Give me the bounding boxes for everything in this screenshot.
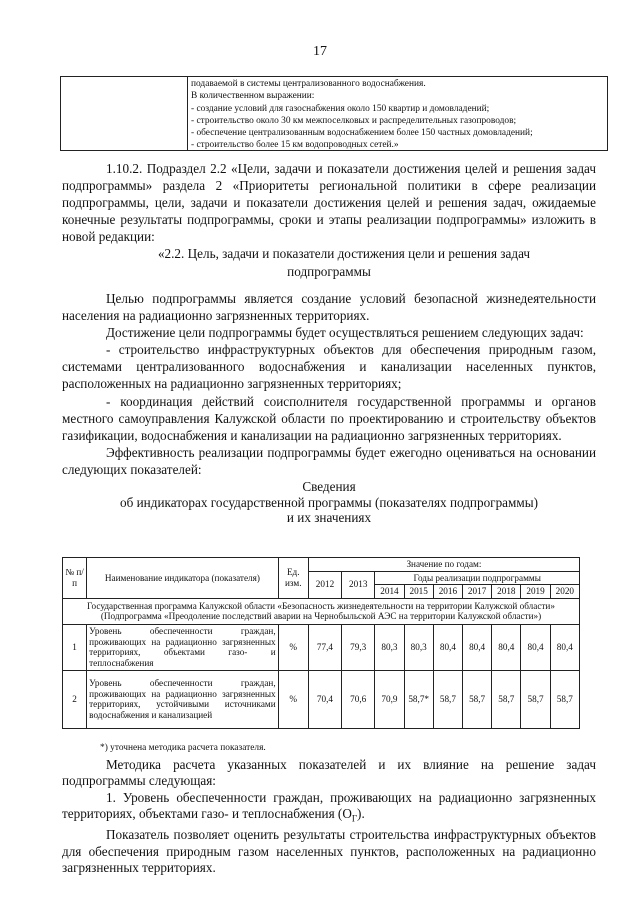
row-value: 70,9 — [375, 670, 404, 728]
row-unit: % — [278, 624, 308, 670]
row-num: 1 — [63, 624, 87, 670]
row-num: 2 — [63, 670, 87, 728]
row-value: 70,6 — [342, 670, 375, 728]
continuation-table-cell — [60, 76, 608, 151]
top-box-line: В количественном выражении: — [191, 91, 315, 102]
table-title-3: и их значениях — [286, 510, 372, 526]
row-value: 80,3 — [375, 624, 404, 670]
top-box-line: - строительство более 15 км водопроводных сетей.» — [191, 140, 399, 151]
row-value: 77,4 — [308, 624, 341, 670]
table-row — [63, 624, 580, 670]
header-years-impl: Годы реализации подпрограммы — [375, 571, 580, 585]
header-num: № п/п — [63, 558, 87, 599]
indicator-1-text: 1. Уровень обеспеченности граждан, проживающих на радиационно загрязненных территориях, объектами газо- и теплоснабжения (О — [62, 789, 596, 822]
table-title-2: об индикаторах государственной программы (показателях подпрограммы) — [120, 495, 538, 511]
task-2: - координация действий соисполнителя государственной программы и органов местного самоуправления Калужской области по проектированию и строительству объектов газификации, водоснабжения и канализации на радиационно загрязненных территориях. — [62, 393, 596, 443]
row-value: 80,3 — [404, 624, 433, 670]
row-value: 58,7 — [463, 670, 492, 728]
row-value: 58,7 — [433, 670, 462, 728]
row-name: Уровень обеспеченности граждан, проживающих на радиационно загрязненных территориях, объектами газо- и теплоснабжения — [87, 624, 278, 670]
program-row: Государственная программа Калужской области «Безопасность жизнедеятельности на территории Калужской области» (Подпрограмма «Преодоление последствий аварии на Чернобыльской АЭС на территории Калужской области») — [63, 598, 580, 624]
table-divider — [187, 77, 188, 150]
page-number: 17 — [313, 44, 327, 59]
top-box-text — [191, 78, 603, 152]
row-value: 58,7 — [521, 670, 550, 728]
indicators-table — [62, 557, 580, 729]
goals-section — [62, 290, 596, 525]
top-box-line: - создание условий для газоснабжения около 150 квартир и домовладений; — [191, 103, 490, 114]
header-year: 2016 — [433, 585, 462, 599]
indicator-1-description: Показатель позволяет оценить результаты строительства инфраструктурных объектов для обеспечения природным газом населенных пунктов, расположенных на радиационно загрязненных территориях. — [62, 827, 596, 876]
header-values: Значение по годам: — [308, 558, 579, 572]
para-1-10-2: 1.10.2. Подраздел 2.2 «Цели, задачи и показатели достижения целей и решения задач подпрограммы» раздела 2 «Приоритеты региональной политики в сфере реализации подпрограммы, цели, задачи и показатели достижения целей и решения задач, ожидаемые конечные результаты подпрограммы, сроки и этапы реализации подпрограммы» изложить в новой редакции: — [62, 161, 596, 245]
section-title-line-2: подпрограммы — [287, 263, 371, 279]
header-year: 2012 — [308, 571, 341, 598]
header-name: Наименование индикатора (показателя) — [87, 558, 278, 599]
header-year: 2019 — [521, 585, 550, 599]
row-unit: % — [278, 670, 308, 728]
header-unit: Ед. изм. — [278, 558, 308, 599]
header-year: 2018 — [492, 585, 521, 599]
methodology-section — [62, 757, 596, 876]
top-box-line: подаваемой в системы централизованного водоснабжения. — [191, 79, 426, 89]
table-title-1: Сведения — [302, 479, 356, 495]
method-paragraph: Методика расчета указанных показателей и их влияние на решение задач подпрограммы следующая: — [62, 757, 596, 789]
top-box-line: - строительство около 30 км межпоселковых и распределительных газопроводов; — [191, 115, 517, 126]
indicator-1-end: ). — [357, 806, 365, 822]
header-year: 2020 — [550, 585, 579, 599]
efficiency-paragraph: Эффективность реализации подпрограммы будет ежегодно оцениваться на основании следующих показателей: — [62, 444, 596, 477]
row-value: 58,7* — [404, 670, 433, 728]
row-value: 58,7 — [492, 670, 521, 728]
row-value: 80,4 — [433, 624, 462, 670]
header-year: 2014 — [375, 585, 404, 599]
row-value: 79,3 — [342, 624, 375, 670]
header-year: 2015 — [404, 585, 433, 599]
row-value: 80,4 — [521, 624, 550, 670]
header-year: 2017 — [463, 585, 492, 599]
row-name: Уровень обеспеченности граждан, проживающих на радиационно загрязненных территориях, устойчивыми источниками водоснабжения и канализацией — [87, 670, 278, 728]
row-value: 70,4 — [308, 670, 341, 728]
amendment-paragraph — [62, 160, 596, 280]
header-year: 2013 — [342, 571, 375, 598]
row-value: 80,4 — [550, 624, 579, 670]
row-value: 58,7 — [550, 670, 579, 728]
indicator-1-subscript: Г — [351, 813, 358, 824]
goal-paragraph: Целью подпрограммы является создание условий безопасной жизнедеятельности населения на радиационно загрязненных территориях. — [62, 291, 596, 324]
row-value: 80,4 — [492, 624, 521, 670]
row-value: 80,4 — [463, 624, 492, 670]
table-footnote: *) уточнена методика расчета показателя. — [100, 743, 266, 753]
task-1: - строительство инфраструктурных объектов для обеспечения природным газом, системами централизованного водоснабжения и канализации населенных пунктов, расположенных на радиационно загрязненных территориях; — [62, 342, 596, 392]
section-title-line-1: «2.2. Цель, задачи и показатели достижения цели и решения задач — [157, 246, 531, 262]
tasks-intro: Достижение цели подпрограммы будет осуществляться решением следующих задач: — [106, 325, 584, 341]
top-box-line: - обеспечение централизованным водоснабжением более 150 частных домовладений; — [191, 128, 533, 139]
indicator-1-heading — [62, 790, 596, 827]
table-row — [63, 670, 580, 728]
